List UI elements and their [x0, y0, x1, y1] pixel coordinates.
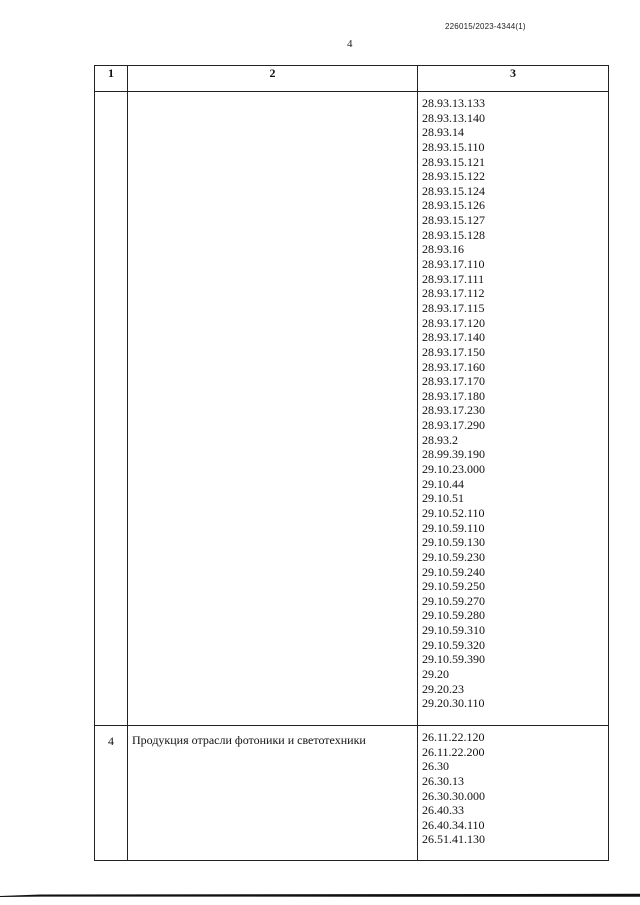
- code-item: 28.93.17.115: [422, 300, 485, 315]
- scan-edge-line: [0, 893, 640, 898]
- product-group-name: [128, 92, 418, 726]
- code-item: 28.93.15.121: [422, 154, 485, 169]
- code-item: 26.30: [422, 759, 449, 774]
- code-item: 28.93.17.290: [422, 418, 485, 433]
- code-item: 28.93.15.122: [422, 169, 485, 184]
- code-item: 29.10.23.000: [422, 462, 485, 477]
- code-item: 28.93.17.160: [422, 359, 485, 374]
- code-item: 28.93.17.170: [422, 374, 485, 389]
- code-item: 28.93.13.140: [422, 110, 485, 125]
- code-item: 29.10.59.390: [422, 652, 485, 667]
- product-codes-table: [94, 65, 609, 861]
- code-list: [418, 92, 608, 713]
- row-number: 4: [95, 726, 128, 861]
- code-item: 28.93.17.112: [422, 286, 485, 301]
- code-item: 29.10.59.250: [422, 579, 485, 594]
- code-item: 29.10.59.230: [422, 549, 485, 564]
- code-item: 28.93.15.110: [422, 139, 485, 154]
- table-row: [95, 726, 609, 861]
- code-item: 29.10.59.280: [422, 608, 485, 623]
- code-item: 29.10.59.320: [422, 637, 485, 652]
- table-header-row: [95, 66, 609, 92]
- code-item: 28.93.15.124: [422, 183, 485, 198]
- code-item: 28.93.17.140: [422, 330, 485, 345]
- code-item: 28.93.17.120: [422, 315, 485, 330]
- document-id: 226015/2023-4344(1): [445, 22, 526, 31]
- code-list: [418, 726, 608, 849]
- code-item: 29.20.23: [422, 681, 464, 696]
- code-item: 29.10.59.130: [422, 535, 485, 550]
- product-group-name: Продукция отрасли фотоники и светотехники: [128, 726, 418, 861]
- code-item: 29.20: [422, 666, 449, 681]
- column-header-1: 1: [95, 66, 128, 92]
- code-item: 28.93.17.111: [422, 271, 485, 286]
- code-item: 29.10.59.310: [422, 623, 485, 638]
- code-item: 28.93.2: [422, 432, 458, 447]
- code-item: 26.51.41.130: [422, 832, 485, 847]
- code-item: 28.93.17.230: [422, 403, 485, 418]
- column-header-3: 3: [418, 66, 609, 92]
- code-item: 28.93.14: [422, 125, 464, 140]
- code-item: 26.30.13: [422, 773, 464, 788]
- code-item: 29.10.59.270: [422, 593, 485, 608]
- code-cell: [418, 726, 609, 861]
- code-item: 28.93.17.110: [422, 257, 485, 272]
- code-item: 26.30.30.000: [422, 788, 485, 803]
- code-item: 26.40.33: [422, 803, 464, 818]
- code-cell: [418, 92, 609, 726]
- code-item: 29.10.52.110: [422, 505, 485, 520]
- code-item: 28.93.16: [422, 242, 464, 257]
- table-row: [95, 92, 609, 726]
- code-item: 28.93.15.126: [422, 198, 485, 213]
- code-item: 26.40.34.110: [422, 817, 485, 832]
- code-item: 28.93.17.180: [422, 388, 485, 403]
- code-item: 28.99.39.190: [422, 447, 485, 462]
- code-item: 28.93.15.127: [422, 213, 485, 228]
- code-item: 28.93.13.133: [422, 96, 485, 110]
- code-item: 26.11.22.200: [422, 744, 485, 759]
- column-header-2: 2: [128, 66, 418, 92]
- code-item: 29.10.59.110: [422, 520, 485, 535]
- code-item: 28.93.17.150: [422, 344, 485, 359]
- code-item: 29.10.59.240: [422, 564, 485, 579]
- page-number: 4: [347, 38, 353, 50]
- code-item: 26.11.22.120: [422, 730, 485, 744]
- code-item: 29.10.44: [422, 476, 464, 491]
- code-item: 29.20.30.110: [422, 696, 485, 711]
- code-item: 28.93.15.128: [422, 227, 485, 242]
- row-number: [95, 92, 128, 726]
- code-item: 29.10.51: [422, 491, 464, 506]
